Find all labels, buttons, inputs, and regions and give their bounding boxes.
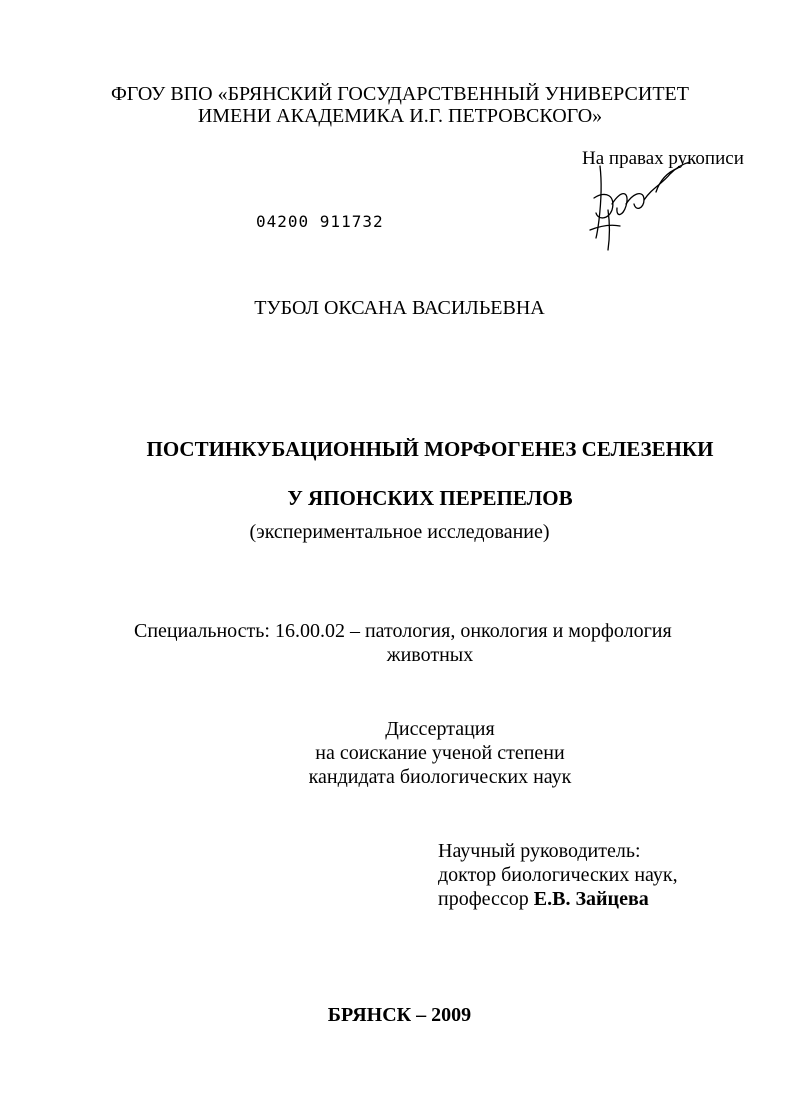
university-name-line2: ИМЕНИ АКАДЕМИКА И.Г. ПЕТРОВСКОГО» (197, 105, 603, 127)
dissertation-subtitle: (экспериментальное исследование) (249, 521, 550, 543)
degree-name: кандидата биологических наук (308, 766, 572, 788)
specialty-line1: Специальность: 16.00.02 – патология, онкология и морфология (134, 620, 672, 642)
specialty-line2: животных (386, 644, 474, 666)
degree-purpose: на соискание ученой степени (315, 742, 565, 764)
city-year: БРЯНСК – 2009 (327, 1004, 472, 1026)
dissertation-title-line1: ПОСТИНКУБАЦИОННЫЙ МОРФОГЕНЕЗ СЕЛЕЗЕНКИ (146, 437, 714, 461)
dissertation-degree-block (240, 717, 640, 789)
supervisor-title-line (438, 887, 678, 911)
university-name-line1: ФГОУ ВПО «БРЯНСКИЙ ГОСУДАРСТВЕННЫЙ УНИВЕРСИТЕТ (111, 83, 689, 105)
archive-number: 04200 911732 (256, 212, 384, 231)
supervisor-title: профессор (438, 888, 534, 910)
supervisor-degree: доктор биологических наук, (438, 864, 678, 886)
supervisor-block (438, 839, 678, 911)
handwritten-signature (586, 158, 696, 253)
author-name: ТУБОЛ ОКСАНА ВАСИЛЬЕВНА (254, 297, 545, 319)
manuscript-rights-note: На правах рукописи (582, 148, 744, 169)
dissertation-label: Диссертация (385, 718, 495, 740)
dissertation-title-line2: У ЯПОНСКИХ ПЕРЕПЕЛОВ (287, 486, 573, 510)
supervisor-label: Научный руководитель: (438, 840, 641, 862)
supervisor-name: Е.В. Зайцева (533, 888, 649, 910)
